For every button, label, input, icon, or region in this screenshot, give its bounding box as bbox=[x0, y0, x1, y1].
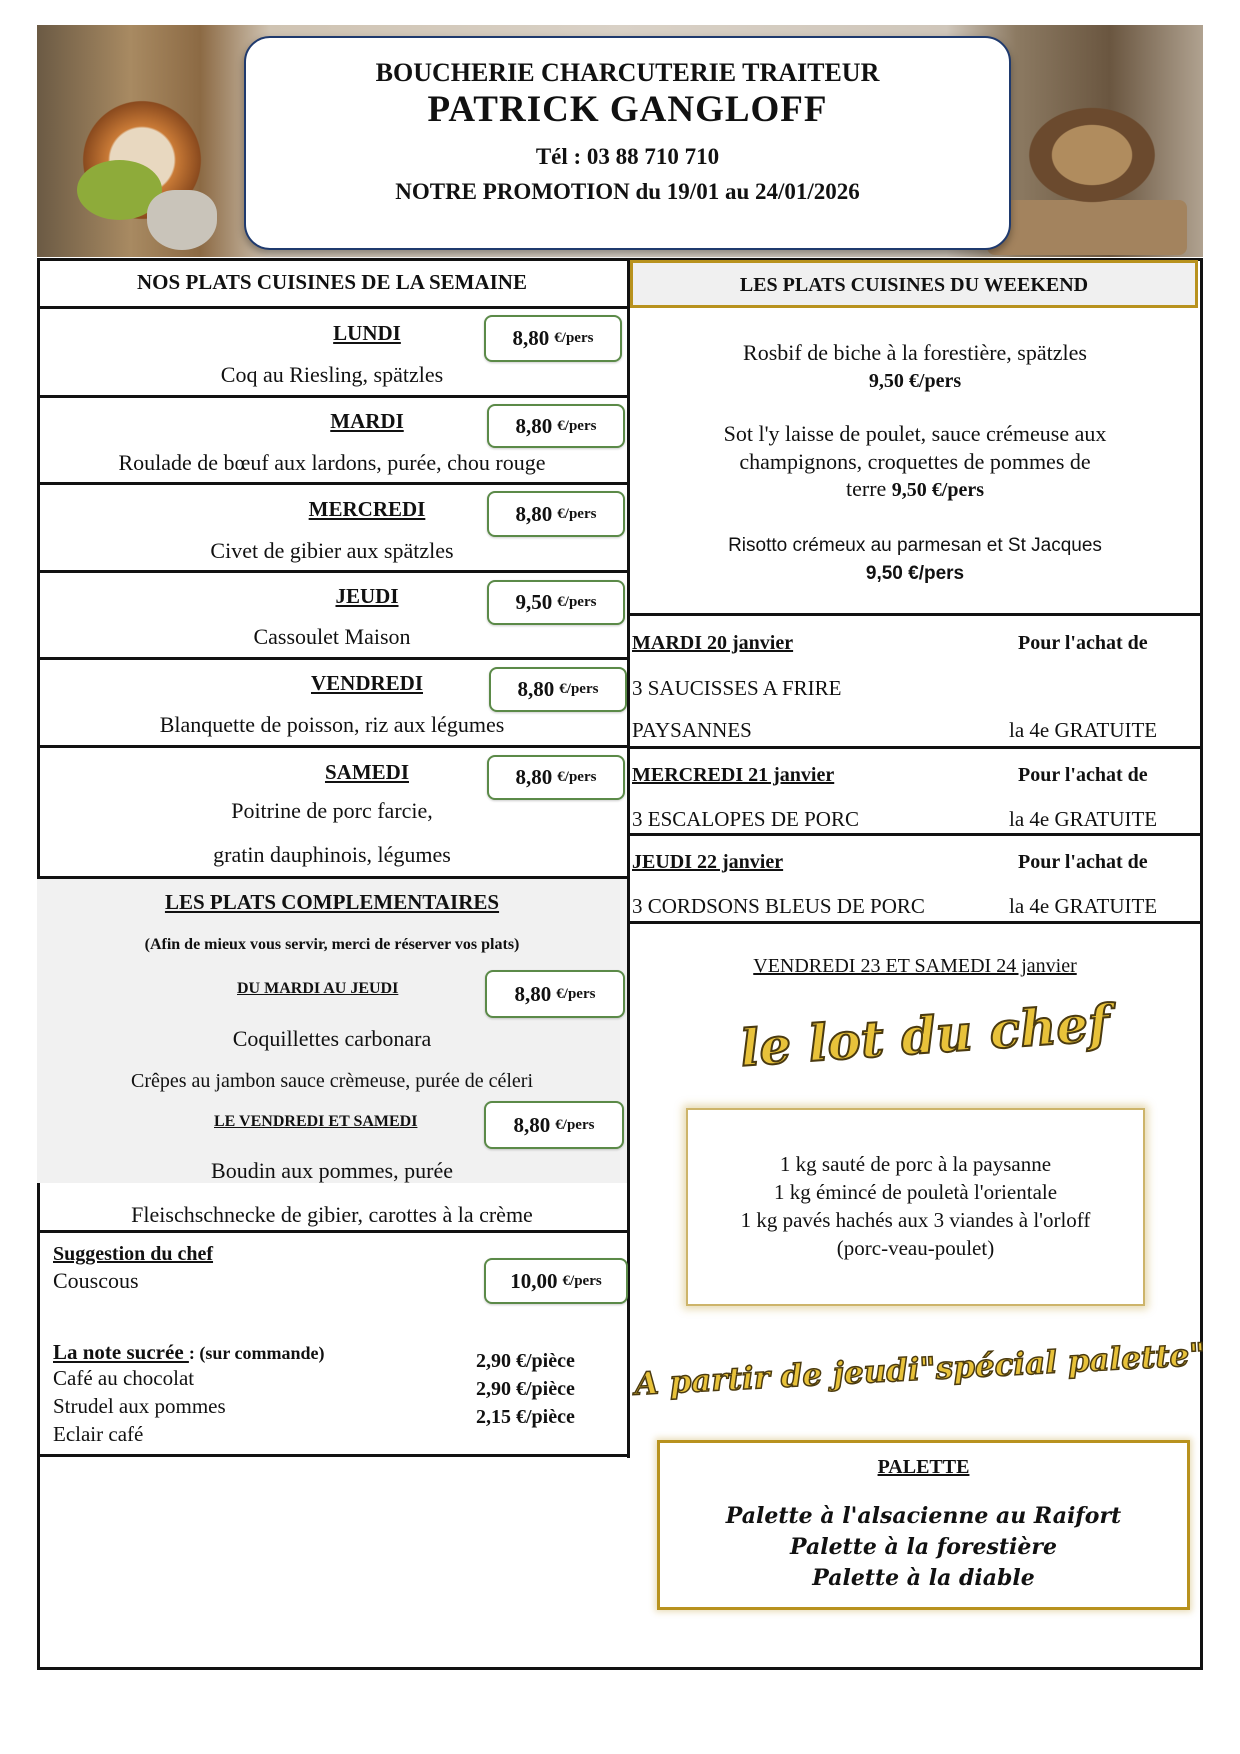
price-unit: €/pers bbox=[562, 1272, 602, 1289]
divider bbox=[630, 613, 1203, 616]
lot-item: 1 kg pavés hachés aux 3 viandes à l'orloff bbox=[740, 1208, 1091, 1232]
dish-mercredi: Civet de gibier aux spätzles bbox=[210, 538, 454, 563]
sweet-heading-label: La note sucrée bbox=[53, 1340, 189, 1364]
dish-samedi-line1: Poitrine de porc farcie, bbox=[231, 798, 433, 823]
lot-du-chef-title bbox=[730, 993, 1112, 1083]
sweet-price: 2,90 €/pièce bbox=[476, 1350, 575, 1372]
complementary-heading: LES PLATS COMPLEMENTAIRES bbox=[164, 890, 500, 914]
price-unit: €/pers bbox=[556, 985, 596, 1002]
sweet-price: 2,15 €/pièce bbox=[476, 1406, 575, 1428]
shop-type: BOUCHERIE CHARCUTERIE TRAITEUR bbox=[375, 58, 880, 87]
divider bbox=[37, 306, 630, 309]
price-unit: €/pers bbox=[557, 505, 597, 522]
dish-vendredi: Blanquette de poisson, riz aux légumes bbox=[159, 712, 505, 737]
price-value: 10,00 bbox=[510, 1268, 558, 1293]
price-value: 8,80 bbox=[513, 1112, 551, 1137]
price-badge-mardi bbox=[487, 404, 625, 448]
price-value: 9,50 bbox=[515, 590, 553, 614]
shop-name: PATRICK GANGLOFF bbox=[427, 89, 828, 130]
day-label-jeudi: JEUDI bbox=[335, 584, 399, 608]
lot-item: (porc-veau-poulet) bbox=[836, 1236, 995, 1260]
divider bbox=[630, 921, 1203, 924]
week-heading: NOS PLATS CUISINES DE LA SEMAINE bbox=[137, 270, 527, 294]
weekday-column bbox=[37, 258, 630, 1458]
stone-heart-image bbox=[147, 190, 217, 250]
price-badge-fri-sat bbox=[484, 1101, 624, 1149]
complementary-dish: Boudin aux pommes, purée bbox=[211, 1158, 453, 1183]
complementary-dish: Crêpes au jambon sauce crèmeuse, purée de céleri bbox=[130, 1070, 534, 1092]
sweet-price: 2,90 €/pièce bbox=[476, 1378, 575, 1400]
complementary-dish: Fleischschnecke de gibier, carottes à la crème bbox=[131, 1202, 533, 1227]
promo-buy: Pour l'achat de bbox=[1018, 764, 1148, 786]
lot-item: 1 kg sauté de porc à la paysanne bbox=[779, 1152, 1052, 1176]
price-value: 8,80 bbox=[512, 326, 550, 350]
sweet-item: Strudel aux pommes bbox=[53, 1394, 226, 1418]
special-palette-banner bbox=[630, 1318, 1207, 1408]
divider bbox=[37, 1230, 630, 1233]
dish-lundi: Coq au Riesling, spätzles bbox=[220, 362, 444, 387]
promotion-dates: NOTRE PROMOTION du 19/01 au 24/01/2026 bbox=[395, 179, 860, 204]
price-badge-mercredi bbox=[487, 491, 625, 537]
palette-item: Palette à l'alsacienne au Raifort bbox=[725, 1503, 1122, 1529]
sweet-item: Eclair café bbox=[53, 1422, 144, 1446]
bread-loaf-image bbox=[1012, 95, 1172, 215]
divider bbox=[630, 833, 1203, 836]
weekend-dish-line3 bbox=[630, 476, 1200, 502]
phone-number: Tél : 03 88 710 710 bbox=[535, 144, 720, 169]
divider bbox=[37, 482, 630, 485]
price-badge-jeudi bbox=[487, 580, 625, 625]
price-value: 8,80 bbox=[514, 981, 552, 1006]
palette-item: Palette à la diable bbox=[812, 1565, 1035, 1591]
divider bbox=[37, 395, 630, 398]
promo-product: PAYSANNES bbox=[632, 718, 752, 742]
weekend-price: 9,50 €/pers bbox=[865, 563, 965, 584]
weekend-column bbox=[630, 258, 1207, 1670]
divider bbox=[37, 1454, 630, 1457]
promo-product: 3 SAUCISSES A FRIRE bbox=[632, 676, 842, 700]
promo-buy: Pour l'achat de bbox=[1018, 851, 1148, 873]
palette-banner-text: A partir de jeudi"spécial palette" bbox=[633, 1336, 1207, 1403]
weekend-dish: Rosbif de biche à la forestière, spätzles bbox=[743, 340, 1087, 365]
promo-free: la 4e GRATUITE bbox=[1009, 718, 1158, 742]
price-unit: €/pers bbox=[554, 330, 594, 346]
price-value: 8,80 bbox=[517, 677, 555, 701]
price-unit: €/pers bbox=[555, 1116, 595, 1133]
day-label-lundi: LUNDI bbox=[333, 321, 401, 345]
day-label-vendredi: VENDREDI bbox=[310, 671, 423, 695]
lot-item: 1 kg émincé de pouletà l'orientale bbox=[773, 1180, 1058, 1204]
price-badge-lundi bbox=[484, 315, 622, 362]
day-label-mercredi: MERCREDI bbox=[308, 497, 426, 521]
promo-day-mardi: MARDI 20 janvier bbox=[632, 632, 794, 654]
price-badge-suggestion bbox=[484, 1258, 628, 1304]
lot-dates: VENDREDI 23 ET SAMEDI 24 janvier bbox=[753, 955, 1077, 977]
sweet-heading bbox=[53, 1340, 325, 1365]
price-unit: €/pers bbox=[557, 417, 597, 434]
sweet-heading-note: : (sur commande) bbox=[188, 1343, 325, 1363]
price-unit: €/pers bbox=[557, 594, 597, 610]
price-value: 8,80 bbox=[515, 765, 553, 789]
group-label-fri-sat: LE VENDREDI ET SAMEDI bbox=[214, 1113, 418, 1130]
divider bbox=[37, 657, 630, 660]
price-badge-vendredi bbox=[489, 667, 627, 712]
price-value: 8,80 bbox=[515, 501, 553, 526]
header-title-card bbox=[244, 36, 1011, 250]
day-label-mardi: MARDI bbox=[330, 409, 404, 433]
dish-mardi: Roulade de bœuf aux lardons, purée, chou rouge bbox=[118, 450, 546, 475]
price-value: 8,80 bbox=[515, 413, 553, 438]
promo-day-mercredi: MERCREDI 21 janvier bbox=[632, 764, 835, 786]
price-unit: €/pers bbox=[557, 769, 597, 785]
lot-title-text: le lot du chef bbox=[738, 993, 1112, 1078]
sweet-item: Café au chocolat bbox=[53, 1366, 195, 1390]
divider bbox=[630, 746, 1203, 749]
weekend-price: 9,50 €/pers bbox=[868, 370, 962, 392]
suggestion-dish: Couscous bbox=[53, 1268, 139, 1293]
dish-jeudi: Cassoulet Maison bbox=[253, 624, 411, 649]
weekend-dish: terre bbox=[845, 476, 892, 501]
promo-product: 3 ESCALOPES DE PORC bbox=[632, 807, 859, 831]
palette-box bbox=[657, 1440, 1190, 1610]
divider bbox=[37, 570, 630, 573]
dish-samedi-line2: gratin dauphinois, légumes bbox=[213, 842, 451, 867]
price-badge-samedi bbox=[487, 755, 625, 800]
promo-free: la 4e GRATUITE bbox=[1009, 894, 1158, 918]
promo-buy: Pour l'achat de bbox=[1018, 632, 1148, 654]
day-label-samedi: SAMEDI bbox=[324, 760, 409, 784]
weekend-dish: champignons, croquettes de pommes de bbox=[739, 449, 1091, 474]
suggestion-heading: Suggestion du chef bbox=[53, 1243, 214, 1265]
group-label-tue-thu: DU MARDI AU JEUDI bbox=[237, 980, 399, 997]
reservation-note: (Afin de mieux vous servir, merci de réserver vos plats) bbox=[144, 936, 520, 953]
weekend-dish: Risotto crémeux au parmesan et St Jacques bbox=[728, 535, 1102, 556]
price-unit: €/pers bbox=[559, 681, 599, 697]
lot-box bbox=[686, 1108, 1145, 1306]
weekend-heading: LES PLATS CUISINES DU WEEKEND bbox=[630, 260, 1198, 308]
promo-free: la 4e GRATUITE bbox=[1009, 807, 1158, 831]
complementary-dish: Coquillettes carbonara bbox=[232, 1026, 432, 1051]
promo-product: 3 CORDSONS BLEUS DE PORC bbox=[632, 894, 925, 918]
palette-heading: PALETTE bbox=[877, 1456, 970, 1478]
palette-item: Palette à la forestière bbox=[790, 1534, 1057, 1560]
divider bbox=[37, 745, 630, 748]
price-badge-tue-thu bbox=[485, 970, 625, 1018]
weekend-dish: Sot l'y laisse de poulet, sauce crémeuse aux bbox=[723, 421, 1107, 446]
promo-day-jeudi: JEUDI 22 janvier bbox=[632, 851, 784, 873]
weekend-price: 9,50 €/pers bbox=[891, 479, 984, 501]
